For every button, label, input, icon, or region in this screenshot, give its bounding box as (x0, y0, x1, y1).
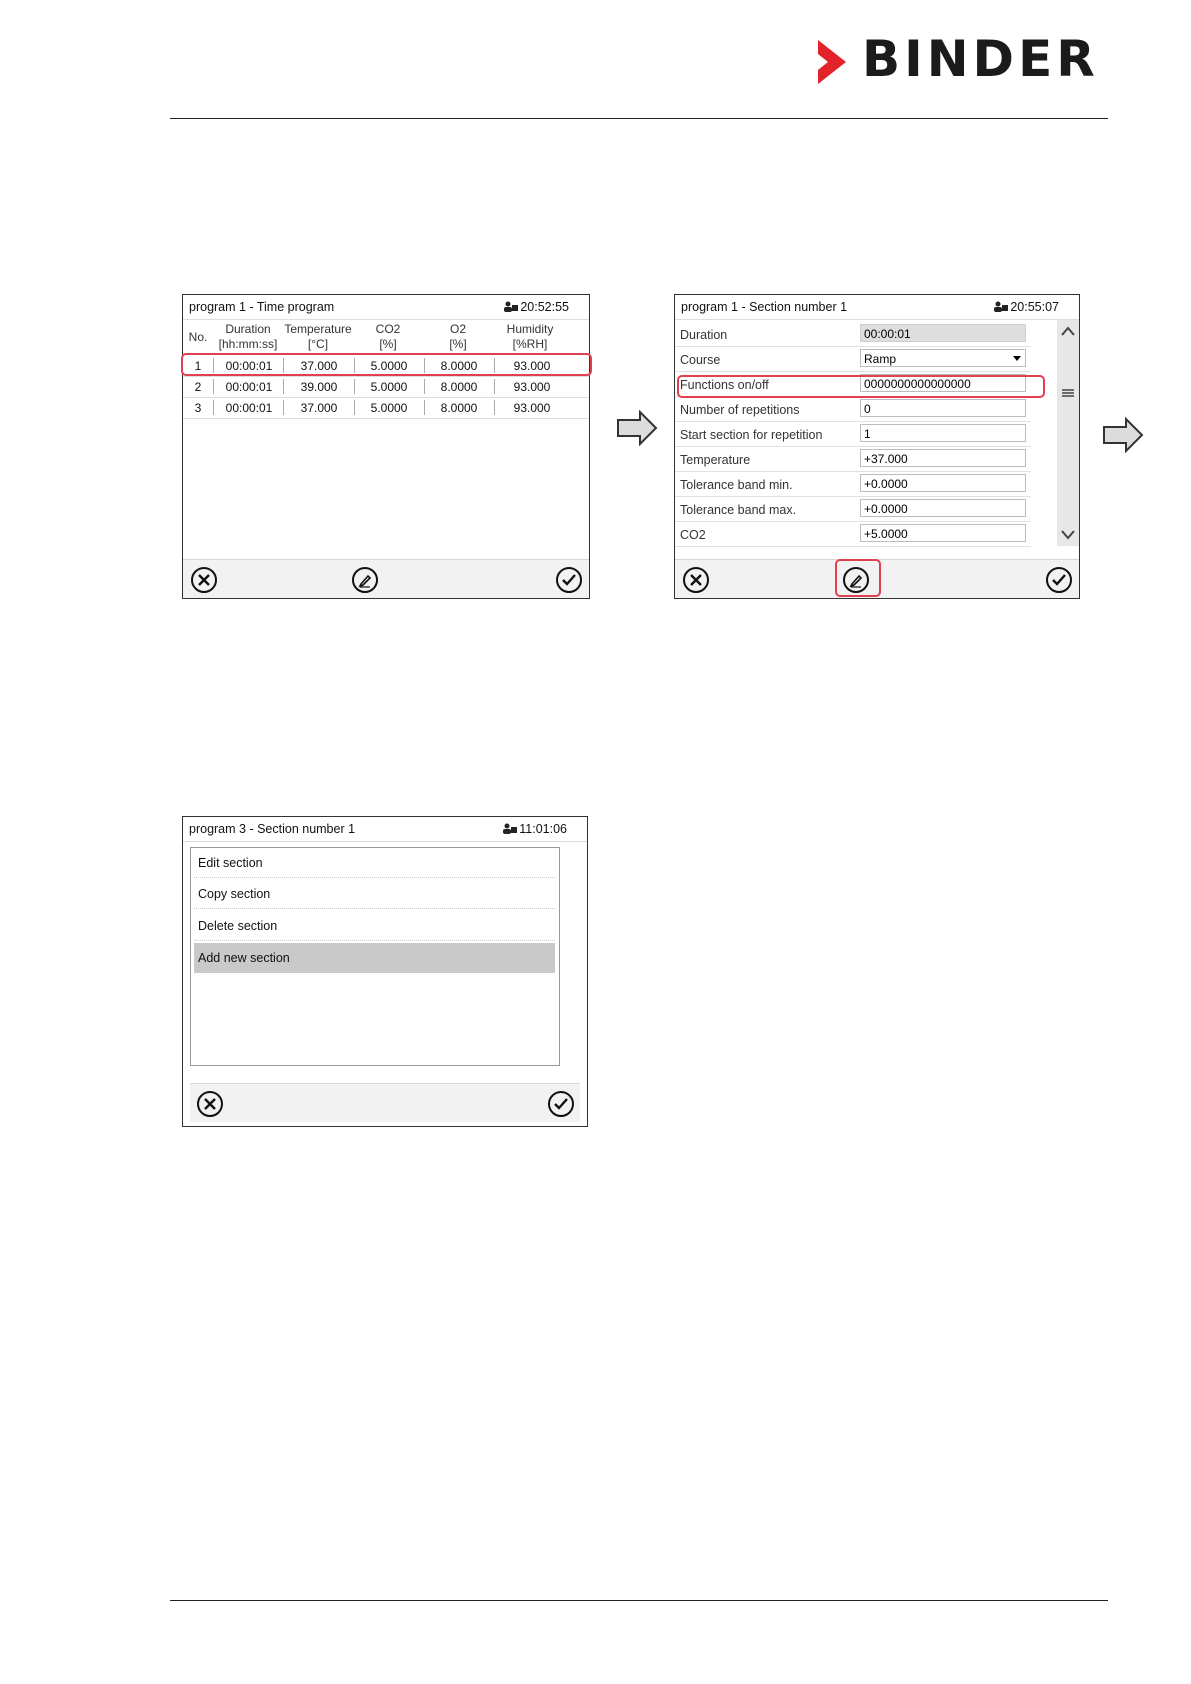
confirm-button[interactable] (548, 1091, 574, 1117)
field-start-section (675, 422, 1031, 447)
table-header (183, 320, 567, 352)
field-label: Start section for repetition (680, 428, 823, 442)
repetitions-field[interactable]: 0 (860, 399, 1026, 417)
menu-item-label: Add new section (198, 951, 290, 965)
user-lock-icon (994, 301, 1008, 312)
header-rule (170, 118, 1108, 119)
arrow-right-icon (616, 410, 658, 446)
cell-o2: 8.0000 (440, 359, 478, 373)
clock-time: 11:01:06 (519, 822, 567, 836)
header-temperature-label: Temperature (284, 322, 352, 336)
header-humidity-unit: [%RH] (512, 337, 548, 351)
cell-duration: 00:00:01 (225, 380, 273, 394)
header-o2-label: O2 (449, 322, 466, 336)
header-co2 (355, 322, 421, 352)
close-circle-icon (196, 572, 212, 588)
binder-logo-arrow-icon (818, 40, 850, 84)
cell-co2: 5.0000 (370, 401, 408, 415)
field-label: Functions on/off (680, 378, 769, 392)
user-lock-icon (504, 301, 518, 312)
menu-item-add-new-section[interactable] (194, 943, 555, 973)
titlebar (183, 295, 589, 320)
menu-item-label: Edit section (198, 856, 263, 870)
titlebar (183, 817, 587, 842)
field-label: Tolerance band min. (680, 478, 793, 492)
clock (503, 822, 567, 836)
user-lock-icon (503, 823, 517, 834)
header-duration (217, 322, 279, 352)
screen-title: program 1 - Section number 1 (681, 300, 848, 314)
header-co2-label: CO2 (375, 322, 401, 336)
binder-logo (818, 30, 1108, 88)
header-no: No. (188, 330, 208, 344)
temperature-field[interactable]: +37.000 (860, 449, 1026, 467)
menu-item-copy-section[interactable] (194, 879, 555, 909)
context-menu (190, 847, 560, 1066)
cancel-button[interactable] (197, 1091, 223, 1117)
cell-temperature: 37.000 (300, 401, 338, 415)
clock (994, 300, 1059, 314)
menu-item-label: Delete section (198, 919, 278, 933)
screen-title: program 1 - Time program (189, 300, 335, 314)
screen-section-menu (182, 816, 588, 1127)
field-label: Tolerance band max. (680, 503, 797, 517)
footer-rule (170, 1600, 1108, 1601)
header-duration-label: Duration (225, 322, 271, 336)
screen-section-edit (674, 294, 1080, 599)
field-course (675, 347, 1031, 372)
confirm-button[interactable] (1046, 567, 1072, 593)
cell-temperature: 39.000 (300, 380, 338, 394)
bottom-bar (190, 1083, 580, 1122)
field-repetitions (675, 397, 1031, 422)
functions-highlight (677, 375, 1045, 398)
header-temperature (283, 322, 353, 352)
menu-item-label: Copy section (198, 887, 271, 901)
header-co2-unit: [%] (379, 337, 397, 351)
field-temperature (675, 447, 1031, 472)
field-tolerance-min (675, 472, 1031, 497)
edit-button[interactable] (352, 567, 378, 593)
functions-field[interactable]: 0000000000000000 (860, 374, 1026, 392)
scroll-thumb-icon[interactable] (1061, 388, 1075, 398)
cell-duration: 00:00:01 (225, 401, 273, 415)
cell-no: 3 (194, 401, 202, 415)
bottom-bar (183, 559, 589, 598)
tolerance-min-field[interactable]: +0.0000 (860, 474, 1026, 492)
field-label: CO2 (680, 528, 706, 542)
menu-item-delete-section[interactable] (194, 911, 555, 941)
field-co2 (675, 522, 1031, 547)
cell-co2: 5.0000 (370, 380, 408, 394)
check-circle-icon (561, 572, 577, 588)
cancel-button[interactable] (191, 567, 217, 593)
close-circle-icon (688, 572, 704, 588)
edit-button-highlight (835, 559, 881, 597)
clock (504, 300, 569, 314)
clock-time: 20:52:55 (520, 300, 569, 314)
edit-icon (357, 572, 373, 588)
header-humidity (495, 322, 565, 352)
scrollbar[interactable] (1057, 320, 1079, 546)
screen-time-program (182, 294, 590, 599)
confirm-button[interactable] (556, 567, 582, 593)
cell-humidity: 93.000 (513, 359, 551, 373)
field-label: Temperature (680, 453, 751, 467)
cell-duration: 00:00:01 (225, 359, 273, 373)
field-label: Number of repetitions (680, 403, 800, 417)
screen-title: program 3 - Section number 1 (189, 822, 356, 836)
cell-o2: 8.0000 (440, 401, 478, 415)
scroll-up-icon[interactable] (1061, 326, 1075, 336)
cell-no: 1 (194, 359, 202, 373)
chevron-down-icon (1013, 356, 1021, 361)
brand-name: BINDER (862, 30, 1099, 88)
scroll-down-icon[interactable] (1061, 530, 1075, 540)
close-circle-icon (202, 1096, 218, 1112)
clock-time: 20:55:07 (1010, 300, 1059, 314)
co2-field[interactable]: +5.0000 (860, 524, 1026, 542)
field-label: Duration (680, 328, 728, 342)
check-circle-icon (553, 1096, 569, 1112)
duration-field[interactable]: 00:00:01 (860, 324, 1026, 342)
tolerance-max-field[interactable]: +0.0000 (860, 499, 1026, 517)
arrow-right-icon (1102, 417, 1144, 453)
header-o2-unit: [%] (449, 337, 467, 351)
cell-humidity: 93.000 (513, 401, 551, 415)
header-duration-unit: [hh:mm:ss] (218, 337, 278, 351)
cell-no: 2 (194, 380, 202, 394)
header-humidity-label: Humidity (506, 322, 554, 336)
cancel-button[interactable] (683, 567, 709, 593)
cell-co2: 5.0000 (370, 359, 408, 373)
titlebar (675, 295, 1079, 320)
table-row[interactable] (183, 376, 589, 398)
field-tolerance-max (675, 497, 1031, 522)
check-circle-icon (1051, 572, 1067, 588)
header-o2 (425, 322, 491, 352)
course-select[interactable] (860, 349, 1026, 367)
cell-temperature: 37.000 (300, 359, 338, 373)
row-highlight (181, 353, 592, 376)
cell-o2: 8.0000 (440, 380, 478, 394)
field-label: Course (680, 353, 721, 367)
course-value: Ramp (864, 352, 897, 366)
cell-humidity: 93.000 (513, 380, 551, 394)
menu-item-edit-section[interactable] (194, 848, 555, 878)
start-section-field[interactable]: 1 (860, 424, 1026, 442)
field-duration (675, 322, 1031, 347)
table-row[interactable] (183, 397, 589, 419)
header-temperature-unit: [°C] (307, 337, 329, 351)
